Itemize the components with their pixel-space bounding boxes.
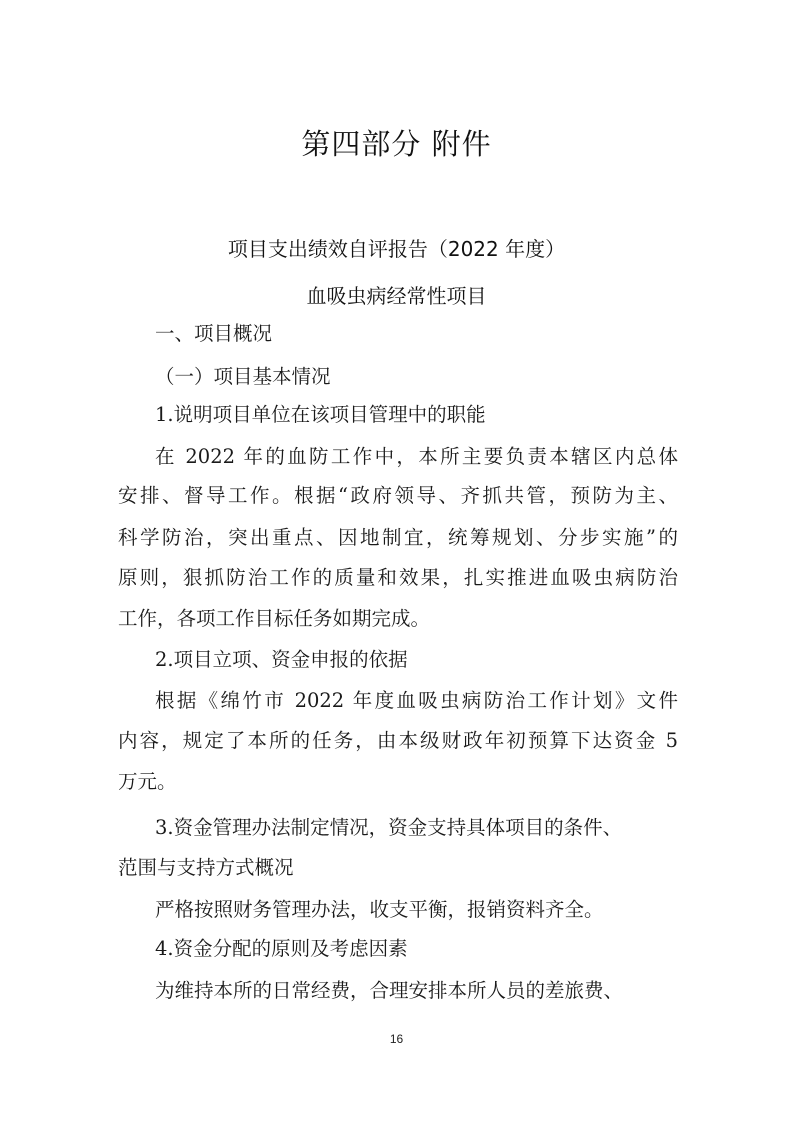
item-1-body-line: 科学防治，突出重点、因地制宜，统筹规划、分步实施”的: [118, 526, 678, 549]
item-3-body: 严格按照财务管理办法，收支平衡，报销资料齐全。: [155, 898, 604, 921]
section-heading-1: 一、项目概况: [155, 322, 273, 345]
item-4-title: 4.资金分配的原则及考虑因素: [155, 937, 408, 960]
project-name: 血吸虫病经常性项目: [306, 284, 487, 308]
report-title: 项目支出绩效自评报告（2022 年度）: [227, 237, 566, 261]
item-2-body-line: 内容，规定了本所的任务，由本级财政年初预算下达资金 5: [118, 729, 678, 752]
item-2-title: 2.项目立项、资金申报的依据: [155, 648, 408, 671]
item-3-title-line: 范围与支持方式概况: [118, 856, 294, 879]
item-1-body-line: 原则，狠抓防治工作的质量和效果，扎实推进血吸虫病防治: [118, 566, 678, 589]
item-2-body-line: 万元。: [118, 770, 177, 793]
item-1-title: 1.说明项目单位在该项目管理中的职能: [155, 403, 486, 426]
item-3-title-line: 3.资金管理办法制定情况，资金支持具体项目的条件、: [155, 816, 623, 839]
item-1-body-line: 安排、督导工作。根据“政府领导、齐抓共管，预防为主、: [118, 484, 678, 507]
item-1-body-line: 在 2022 年的血防工作中，本所主要负责本辖区内总体: [155, 445, 678, 468]
item-4-body: 为维持本所的日常经费，合理安排本所人员的差旅费、: [155, 979, 624, 1002]
section-heading-2: （一）项目基本情况: [155, 365, 331, 388]
item-1-body-line: 工作，各项工作目标任务如期完成。: [118, 607, 431, 630]
page-number: 16: [389, 1032, 404, 1046]
part-title: 第四部分 附件: [301, 127, 492, 161]
item-2-body-line: 根据《绵竹市 2022 年度血吸虫病防治工作计划》文件: [155, 689, 678, 712]
